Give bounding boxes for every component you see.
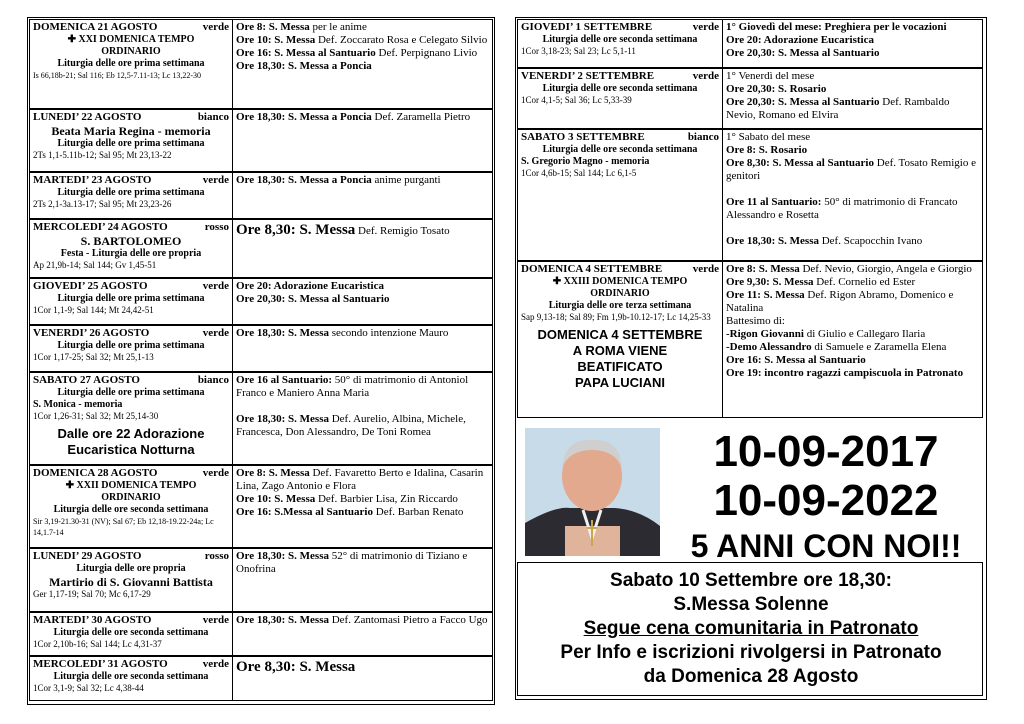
event-time: Ore 8,30: S. Messa xyxy=(236,659,356,675)
event-detail: Def. Zoccarato Rosa e Celegato Silvio xyxy=(315,34,488,46)
liturgical-color: verde xyxy=(202,21,229,33)
readings: 1Cor 2,10b-16; Sal 144; Lc 4,31-37 xyxy=(33,639,162,649)
event-time: Ore 16: S.Messa al Santuario xyxy=(236,506,373,518)
event-line xyxy=(236,658,489,676)
day-cell xyxy=(518,262,723,417)
event-line xyxy=(236,293,489,306)
liturgical-color: bianco xyxy=(197,374,229,386)
schedule-row xyxy=(517,261,983,418)
event-line xyxy=(726,222,979,235)
event-line xyxy=(726,263,979,276)
readings: 1Cor 4,1-5; Sal 36; Lc 5,33-39 xyxy=(521,95,632,105)
readings: 1Cor 3,1-9; Sal 32; Lc 4,38-44 xyxy=(33,683,144,693)
event-line xyxy=(726,70,979,83)
announcement-line-2: S.Messa Solenne xyxy=(673,594,829,615)
event-line xyxy=(726,235,979,248)
event-line xyxy=(236,413,489,439)
schedule-row xyxy=(29,612,493,656)
schedule-row xyxy=(29,109,493,172)
events-cell xyxy=(233,466,492,547)
events-cell xyxy=(233,20,492,108)
highlight-note: PAPA LUCIANI xyxy=(574,375,666,390)
schedule-row xyxy=(29,372,493,465)
event-time: Ore 18,30: S. Messa xyxy=(236,327,329,339)
event-line xyxy=(726,47,979,60)
day-header xyxy=(33,221,229,234)
liturgy-line: ✚ XXIII DOMENICA TEMPO xyxy=(552,276,688,287)
liturgical-color: rosso xyxy=(204,550,229,562)
event-detail: Def. Barban Renato xyxy=(373,506,464,518)
day-header xyxy=(33,467,229,480)
event-time: Ore 20,30: S. Messa al Santuario xyxy=(236,293,390,305)
schedule-row xyxy=(517,19,983,68)
event-time: Ore 20,30: S. Rosario xyxy=(726,83,827,95)
event-line xyxy=(726,83,979,96)
liturgical-color: verde xyxy=(692,263,719,275)
day-name: SABATO 3 SETTEMBRE xyxy=(521,131,645,143)
event-time: Ore 8: S. Rosario xyxy=(726,144,808,156)
liturgy-line: Liturgia delle ore prima settimana xyxy=(57,293,205,304)
event-line xyxy=(236,111,489,124)
highlight-note: Dalle ore 22 Adorazione xyxy=(57,426,205,441)
event-time: Ore 8: S. Messa xyxy=(236,467,310,479)
announcement-line-5: da Domenica 28 Agosto xyxy=(643,666,859,687)
event-time: Ore 20: Adorazione Eucaristica xyxy=(236,280,384,292)
day-header xyxy=(521,263,719,276)
event-line xyxy=(726,196,979,222)
day-name: LUNEDI’ 29 AGOSTO xyxy=(33,550,142,562)
event-time: -Rigon Giovanni xyxy=(726,328,804,340)
liturgy-line: Beata Maria Regina - memoria xyxy=(51,124,211,138)
day-name: MERCOLEDI’ 24 AGOSTO xyxy=(33,221,168,233)
events-cell xyxy=(233,220,492,277)
event-time: 1° Giovedì del mese: Preghiera per le vocazioni xyxy=(726,21,947,33)
day-cell xyxy=(30,20,233,108)
event-time: -Demo Alessandro xyxy=(726,341,812,353)
liturgy-line: ✚ XXI DOMENICA TEMPO xyxy=(67,34,195,45)
liturgical-color: rosso xyxy=(204,221,229,233)
day-header xyxy=(521,21,719,34)
events-cell xyxy=(723,130,982,260)
events-cell xyxy=(723,69,982,128)
announcement-line-4: Per Info e iscrizioni rivolgersi in Patronato xyxy=(560,642,942,663)
event-detail: 52° di matrimonio di Tiziano e Onofrina xyxy=(236,550,468,575)
event-line xyxy=(726,131,979,144)
liturgy-line: ✚ XXII DOMENICA TEMPO xyxy=(65,480,197,491)
event-line xyxy=(236,374,489,400)
readings: 1Cor 1,26-31; Sal 32; Mt 25,14-30 xyxy=(33,411,159,421)
liturgical-color: verde xyxy=(692,21,719,33)
event-detail: Def. Perpignano Livio xyxy=(375,47,478,59)
event-time: Ore 16: S. Messa al Santuario xyxy=(236,47,376,59)
schedule-row xyxy=(29,656,493,701)
day-cell xyxy=(30,549,233,611)
event-line xyxy=(236,221,489,240)
event-time: Ore 16: S. Messa al Santuario xyxy=(726,354,866,366)
event-detail: di Samuele e Zaramella Elena xyxy=(811,341,947,353)
event-time: Ore 18,30: S. Messa xyxy=(236,413,329,425)
day-name: VENERDI’ 2 SETTEMBRE xyxy=(521,70,655,82)
events-cell xyxy=(233,373,492,464)
event-line xyxy=(726,367,979,380)
event-line xyxy=(236,21,489,34)
liturgy-line: Liturgia delle ore prima settimana xyxy=(57,340,205,351)
announcement-line-3: Segue cena comunitaria in Patronato xyxy=(583,618,919,639)
event-detail: Def. Aurelio, Albina, Michele, Francesca, Don Alessandro, De Toni Romea xyxy=(236,413,466,438)
day-header xyxy=(33,374,229,387)
event-time: Ore 8,30: S. Messa al Santuario xyxy=(726,157,874,169)
event-detail: Def. Remigio Tosato xyxy=(355,225,450,237)
liturgy-line: ORDINARIO xyxy=(101,46,161,57)
liturgical-color: verde xyxy=(202,614,229,626)
event-detail: 50° di matrimonio di Antoniol Franco e Maniero Anna Maria xyxy=(236,374,469,399)
liturgy-line: Liturgia delle ore seconda settimana xyxy=(53,627,209,638)
day-name: MARTEDI’ 30 AGOSTO xyxy=(33,614,152,626)
event-detail: Def. Rigon Abramo, Domenico e Natalina xyxy=(726,289,954,314)
readings: Is 66,18b-21; Sal 116; Eb 12,5-7.11-13; Lc 13,22-30 xyxy=(33,71,202,80)
day-header xyxy=(33,550,229,563)
day-name: VENERDI’ 26 AGOSTO xyxy=(33,327,150,339)
day-name: MERCOLEDI’ 31 AGOSTO xyxy=(33,658,168,670)
day-name: GIOVEDI’ 25 AGOSTO xyxy=(33,280,148,292)
schedule-row xyxy=(517,68,983,129)
day-name: LUNEDI’ 22 AGOSTO xyxy=(33,111,142,123)
schedule-row xyxy=(29,278,493,325)
liturgy-line: Liturgia delle ore seconda settimana xyxy=(542,83,698,94)
event-detail: Def. Zaramella Pietro xyxy=(371,111,471,123)
event-line xyxy=(726,183,979,196)
priest-portrait-icon xyxy=(525,428,660,556)
day-header xyxy=(521,131,719,144)
schedule-row xyxy=(29,172,493,219)
event-line xyxy=(236,34,489,47)
anniversary-date-end: 10-09-2022 xyxy=(713,476,939,525)
events-cell xyxy=(233,279,492,324)
event-line xyxy=(236,47,489,60)
event-time: Ore 18,30: S. Messa a Poncia xyxy=(236,174,372,186)
day-header xyxy=(33,327,229,340)
liturgical-color: bianco xyxy=(197,111,229,123)
event-line xyxy=(236,493,489,506)
day-name: DOMENICA 28 AGOSTO xyxy=(33,467,158,479)
day-cell xyxy=(30,110,233,171)
readings: 1Cor 3,18-23; Sal 23; Lc 5,1-11 xyxy=(521,46,636,56)
event-time: Ore 8,30: S. Messa xyxy=(236,222,356,238)
event-line xyxy=(236,506,489,519)
liturgy-line: Liturgia delle ore prima settimana xyxy=(57,58,205,69)
schedule-row xyxy=(29,19,493,109)
event-line xyxy=(726,144,979,157)
event-time: Ore 19: incontro ragazzi campiscuola in Patronato xyxy=(726,367,964,379)
events-cell xyxy=(233,173,492,218)
event-detail: Def. Zantomasi Pietro a Facco Ugo xyxy=(328,614,488,626)
event-time: Ore 10: S. Messa xyxy=(236,34,316,46)
events-cell xyxy=(233,613,492,655)
event-time: Ore 18,30: S. Messa xyxy=(236,550,329,562)
event-detail: Def. Tosato Remigio e genitori xyxy=(726,157,976,182)
liturgy-line: Liturgia delle ore seconda settimana xyxy=(542,34,698,45)
readings: Ap 21,9b-14; Sal 144; Gv 1,45-51 xyxy=(33,260,157,270)
events-cell xyxy=(233,110,492,171)
event-time: Ore 18,30: S. Messa xyxy=(236,614,329,626)
readings: 1Cor 1,1-9; Sal 144; Mt 24,42-51 xyxy=(33,305,154,315)
event-line xyxy=(726,341,979,354)
day-name: DOMENICA 21 AGOSTO xyxy=(33,21,158,33)
event-line xyxy=(726,328,979,341)
day-name: DOMENICA 4 SETTEMBRE xyxy=(521,263,663,275)
day-cell xyxy=(30,173,233,218)
day-cell xyxy=(30,657,233,700)
day-cell xyxy=(30,279,233,324)
event-detail: 50° di matrimonio di Francato Alessandro e Rosetta xyxy=(726,196,958,221)
liturgy-line: Liturgia delle ore seconda settimana xyxy=(542,144,698,155)
event-detail: Def. Favaretto Berto e Idalina, Casarin Lina, Zago Antonio e Flora xyxy=(236,467,484,492)
event-time: Ore 20,30: S. Messa al Santuario xyxy=(726,96,880,108)
event-detail: per le anime xyxy=(309,21,367,33)
readings: 2Ts 1,1-5.11b-12; Sal 95; Mt 23,13-22 xyxy=(33,150,172,160)
event-time: Ore 9,30: S. Messa xyxy=(726,276,814,288)
day-name: GIOVEDI’ 1 SETTEMBRE xyxy=(521,21,653,33)
event-time: Ore 18,30: S. Messa a Poncia xyxy=(236,60,372,72)
liturgy-line: Martirio di S. Giovanni Battista xyxy=(49,575,213,589)
event-detail: Battesimo di: xyxy=(726,315,785,327)
liturgical-color: bianco xyxy=(687,131,719,143)
event-detail: di Giulio e Callegaro Ilaria xyxy=(803,328,926,340)
day-header xyxy=(33,614,229,627)
event-line xyxy=(236,280,489,293)
day-name: MARTEDI’ 23 AGOSTO xyxy=(33,174,152,186)
liturgy-line: Festa - Liturgia delle ore propria xyxy=(60,248,202,259)
day-header xyxy=(521,70,719,83)
highlight-note: Eucaristica Notturna xyxy=(67,442,195,457)
day-cell xyxy=(30,326,233,371)
event-time: Ore 11 al Santuario: xyxy=(726,196,822,208)
event-time: Ore 8: S. Messa xyxy=(726,263,800,275)
events-cell xyxy=(233,657,492,700)
event-line xyxy=(726,157,979,183)
event-line xyxy=(236,614,489,627)
day-header xyxy=(33,658,229,671)
day-header xyxy=(33,111,229,124)
day-header xyxy=(33,280,229,293)
event-line xyxy=(236,400,489,413)
event-line xyxy=(726,354,979,367)
schedule-row xyxy=(29,219,493,278)
announcement-line-1: Sabato 10 Settembre ore 18,30: xyxy=(610,570,892,591)
event-line xyxy=(236,467,489,493)
day-cell xyxy=(518,69,723,128)
event-detail: Def. Rambaldo Nevio, Romano ed Elvira xyxy=(726,96,950,121)
readings: Ger 1,17-19; Sal 70; Mc 6,17-29 xyxy=(33,589,151,599)
liturgical-color: verde xyxy=(692,70,719,82)
day-cell xyxy=(30,466,233,547)
event-line xyxy=(726,276,979,289)
event-detail: secondo intenzione Mauro xyxy=(328,327,449,339)
anniversary-title: 5 ANNI CON NOI!! xyxy=(690,528,962,564)
event-line xyxy=(236,174,489,187)
event-line xyxy=(236,550,489,576)
event-time: Ore 10: S. Messa xyxy=(236,493,316,505)
day-cell xyxy=(30,613,233,655)
event-time: Ore 11: S. Messa xyxy=(726,289,805,301)
readings: 1Cor 4,6b-15; Sal 144; Lc 6,1-5 xyxy=(521,168,637,178)
day-cell xyxy=(30,220,233,277)
event-detail: Def. Scapocchin Ivano xyxy=(818,235,923,247)
event-detail: Def. Cornelio ed Ester xyxy=(813,276,916,288)
event-detail: 1° Sabato del mese xyxy=(726,131,811,143)
schedule-row xyxy=(517,129,983,261)
event-line xyxy=(726,96,979,122)
readings: 2Ts 2,1-3a.13-17; Sal 95; Mt 23,23-26 xyxy=(33,199,172,209)
highlight-note: A ROMA VIENE xyxy=(572,343,668,358)
liturgical-color: verde xyxy=(202,174,229,186)
event-time: Ore 8: S. Messa xyxy=(236,21,310,33)
liturgy-line: Liturgia delle ore terza settimana xyxy=(548,300,692,311)
events-cell xyxy=(723,262,982,417)
event-line xyxy=(726,21,979,34)
event-line xyxy=(236,60,489,73)
day-header xyxy=(33,21,229,34)
liturgy-line: S. Monica - memoria xyxy=(33,399,123,410)
day-cell xyxy=(518,130,723,260)
liturgy-line: S. BARTOLOMEO xyxy=(80,234,182,248)
event-detail: Def. Nevio, Giorgio, Angela e Giorgio xyxy=(799,263,972,275)
events-cell xyxy=(723,20,982,67)
event-detail: Def. Barbier Lisa, Zin Riccardo xyxy=(315,493,458,505)
liturgy-line: Liturgia delle ore prima settimana xyxy=(57,138,205,149)
liturgy-line: Liturgia delle ore prima settimana xyxy=(57,187,205,198)
event-line xyxy=(726,289,979,315)
event-time: Ore 20: Adorazione Eucaristica xyxy=(726,34,874,46)
liturgy-line: Liturgia delle ore propria xyxy=(76,563,186,574)
event-time: Ore 18,30: S. Messa xyxy=(726,235,819,247)
liturgy-line: ORDINARIO xyxy=(590,288,650,299)
readings: Sir 3,19-21.30-31 (NV); Sal 67; Eb 12,18-19.22-24a; Lc 14,1.7-14 xyxy=(33,517,214,537)
announcement-box xyxy=(517,562,983,696)
readings: Sap 9,13-18; Sal 89; Fm 1,9b-10.12-17; Lc 14,25-33 xyxy=(521,312,711,322)
liturgy-line: ORDINARIO xyxy=(101,492,161,503)
highlight-note: BEATIFICATO xyxy=(577,359,663,374)
event-detail: anime purganti xyxy=(371,174,441,186)
priest-photo xyxy=(525,428,660,556)
readings: 1Cor 1,17-25; Sal 32; Mt 25,1-13 xyxy=(33,352,154,362)
event-time: Ore 16 al Santuario: xyxy=(236,374,333,386)
liturgy-line: Liturgia delle ore prima settimana xyxy=(57,387,205,398)
events-cell xyxy=(233,326,492,371)
highlight-note: DOMENICA 4 SETTEMBRE xyxy=(537,327,703,342)
event-time: Ore 18,30: S. Messa a Poncia xyxy=(236,111,372,123)
schedule-row xyxy=(29,325,493,372)
event-line xyxy=(726,34,979,47)
liturgical-color: verde xyxy=(202,467,229,479)
anniversary-date-start: 10-09-2017 xyxy=(713,427,939,476)
events-cell xyxy=(233,549,492,611)
event-line xyxy=(726,315,979,328)
liturgical-color: verde xyxy=(202,658,229,670)
liturgical-color: verde xyxy=(202,280,229,292)
day-header xyxy=(33,174,229,187)
schedule-row xyxy=(29,465,493,548)
liturgy-line: Liturgia delle ore seconda settimana xyxy=(53,504,209,515)
liturgy-line: Liturgia delle ore seconda settimana xyxy=(53,671,209,682)
schedule-row xyxy=(29,548,493,612)
day-name: SABATO 27 AGOSTO xyxy=(33,374,140,386)
event-line xyxy=(236,327,489,340)
event-detail: 1° Venerdì del mese xyxy=(726,70,815,82)
liturgy-line: S. Gregorio Magno - memoria xyxy=(521,156,650,167)
event-time: Ore 20,30: S. Messa al Santuario xyxy=(726,47,880,59)
liturgical-color: verde xyxy=(202,327,229,339)
day-cell xyxy=(518,20,723,67)
day-cell xyxy=(30,373,233,464)
